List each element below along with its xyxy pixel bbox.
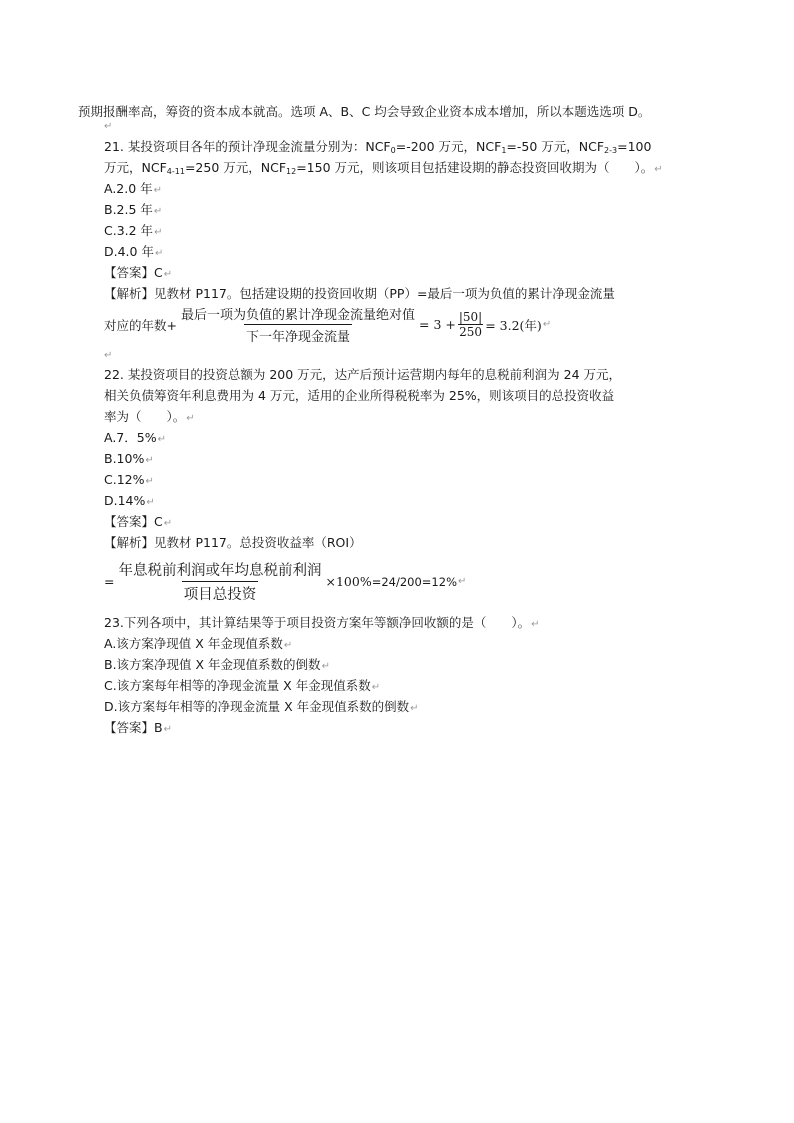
q23-answer: 【答案】B↵ xyxy=(104,720,172,735)
paragraph-mark: ↵ xyxy=(104,121,113,132)
q22-stem-line-3: 率为（ ）。↵ xyxy=(104,409,195,424)
q22-option-d: D.14%↵ xyxy=(104,493,155,508)
q23-option-d: D.该方案每年相等的净现金流量 X 年金现值系数的倒数↵ xyxy=(104,699,419,714)
q21-fraction xyxy=(179,304,417,345)
q21-option-a: A.2.0 年↵ xyxy=(104,181,163,196)
q22-stem-line-2: 相关负债筹资年利息费用为 4 万元，适用的企业所得税税率为 25%，则该项目的总投资收益 xyxy=(104,388,615,403)
q22-option-a: A.7．5%↵ xyxy=(104,430,166,445)
q23-option-b: B.该方案净现值 X 年金现值系数的倒数↵ xyxy=(104,657,330,672)
q21-stem-line-1: 21. 某投资项目各年的预计净现金流量分别为：$NCF_0=-200$ 万元，$NCF_1=-50$ 万元，$NCF_{2-3}=100$ xyxy=(104,139,652,155)
q22-option-c: C.12%↵ xyxy=(104,472,154,487)
q22-fraction-denominator: 项目总投资 xyxy=(182,581,259,604)
paragraph-mark: ↵ xyxy=(104,350,113,361)
q22-analysis: 【解析】见教材 P117。总投资收益率（ROI） xyxy=(104,535,362,550)
intro-line xyxy=(78,104,650,120)
intro-text: 预期报酬率高，筹资的资本成本就高。选项 A、B、C 均会导致企业资本成本增加，所以本题选选项 D。 xyxy=(78,104,651,119)
q21-fraction-2: $\frac{|50|}{250}$ xyxy=(458,310,483,339)
q21-analysis: 【解析】见教材 P117。包括建设期的投资回收期（PP）=最后一项为负值的累计净现金流量 xyxy=(104,286,615,301)
q23-stem: 23.下列各项中，其计算结果等于项目投资方案年等额净回收额的是（ ）。↵ xyxy=(104,615,540,630)
q21-fraction-numerator: 最后一项为负值的累计净现金流量绝对值 xyxy=(180,308,415,323)
q22-fraction-numerator: 年息税前利润或年均息税前利润 xyxy=(118,563,322,579)
q23-option-a: A.该方案净现值 X 年金现值系数↵ xyxy=(104,636,293,651)
q21-option-b: B.2.5 年↵ xyxy=(104,202,163,217)
q21-answer: 【答案】C↵ xyxy=(104,265,173,280)
q21-stem-line-2: 万元，$NCF_{4-11}=250$ 万元，$NCF_{12}=150$ 万元，则该项目包括建设期的静态投资回收期为（ ）。↵ xyxy=(104,160,663,176)
q22-stem-line-1: 22. 某投资项目的投资总额为 200 万元，达产后预计运营期内每年的息税前利润为 24 万元， xyxy=(104,367,622,382)
q21-fraction-denominator: 下一年净现金流量 xyxy=(244,324,352,345)
q22-answer: 【答案】C↵ xyxy=(104,514,173,529)
q22-formula: = $\frac{\text{年息税前利润或年均息税前利润}}{\text{项目总投资}}$ ×100% =24/200=12% ↵ xyxy=(104,559,466,604)
q21-option-d: D.4.0 年↵ xyxy=(104,244,164,259)
q23-option-c: C.该方案每年相等的净现金流量 X 年金现值系数↵ xyxy=(104,678,381,693)
q21-option-c: C.3.2 年↵ xyxy=(104,223,163,238)
q22-fraction xyxy=(116,559,323,604)
q22-option-b: B.10%↵ xyxy=(104,451,154,466)
q21-formula: 对应的年数+ $\frac{\text{最后一项为负值的累计净现金流量绝对值}}{\text{下一年净现金流量}}$ = 3 + $\frac{|50|}{250}$ = 3.2(年) ↵ xyxy=(104,304,551,345)
